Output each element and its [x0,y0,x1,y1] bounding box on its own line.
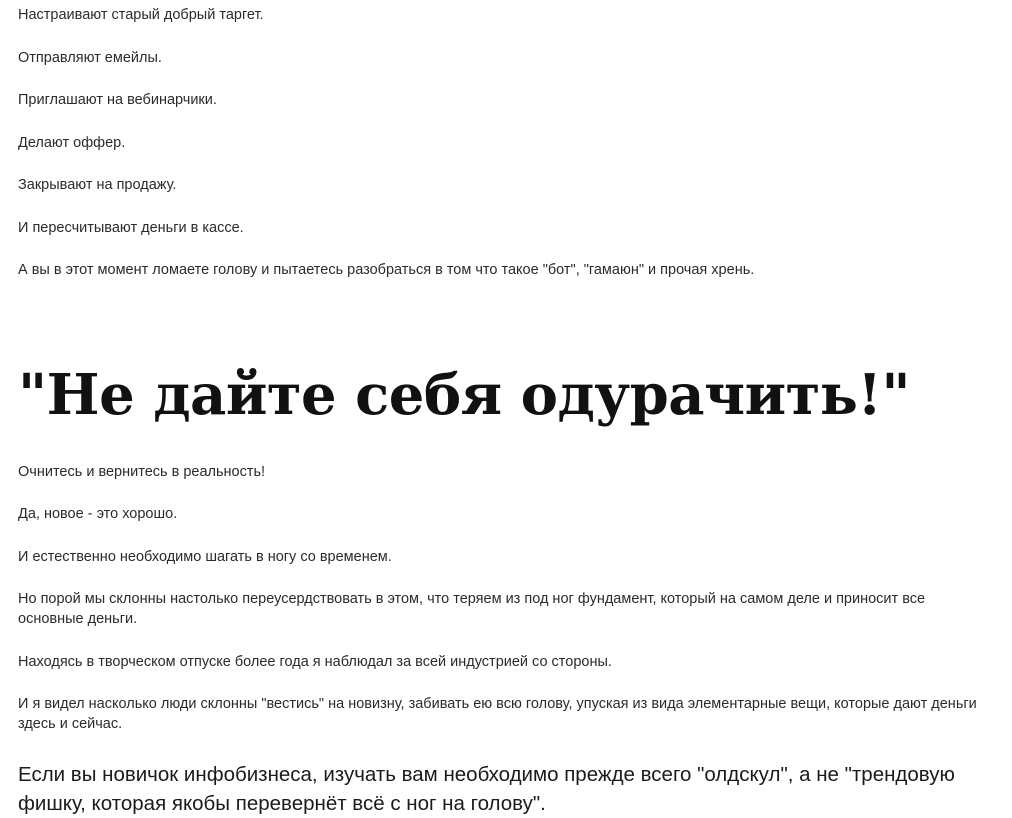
paragraph: И я видел насколько люди склонны "вестись" на новизну, забивать ею всю голову, упуская из вида элементарные вещи, которые дают деньги здесь и сейчас. [18,696,977,732]
paragraph: Приглашают на вебинарчики. [18,92,217,109]
paragraph: И пересчитывают деньги в кассе. [18,219,244,236]
paragraph: Находясь в творческом отпуске более года я наблюдал за всей индустрией со стороны. [18,653,612,670]
section-spacer [18,304,994,366]
page-title: "Не дайте себя одурачить!" [18,361,911,428]
paragraph: И естественно необходимо шагать в ногу со временем. [18,548,392,565]
paragraph: Очнитесь и вернитесь в реальность! [18,463,266,480]
paragraph: А вы в этот момент ломаете голову и пытаетесь разобраться в том что такое "бот", "гамаюн" и прочая хрень. [18,262,755,279]
paragraph: Закрывают на продажу. [18,177,177,194]
paragraph: Да, новое - это хорошо. [18,506,178,523]
closing-statement: Если вы новичок инфобизнеса, изучать вам необходимо прежде всего "олдскул", а не "трендовую фишку, которая якобы перевернёт всё с ног на голову". [18,763,955,816]
paragraph: Настраивают старый добрый таргет. [18,7,264,23]
paragraph: Отправляют емейлы. [18,49,162,66]
paragraph: Делают оффер. [18,134,126,151]
paragraph: Но порой мы склонны настолько переусердствовать в этом, что теряем из под ног фундамент, который на самом деле и приносит все основные деньги. [18,591,926,627]
